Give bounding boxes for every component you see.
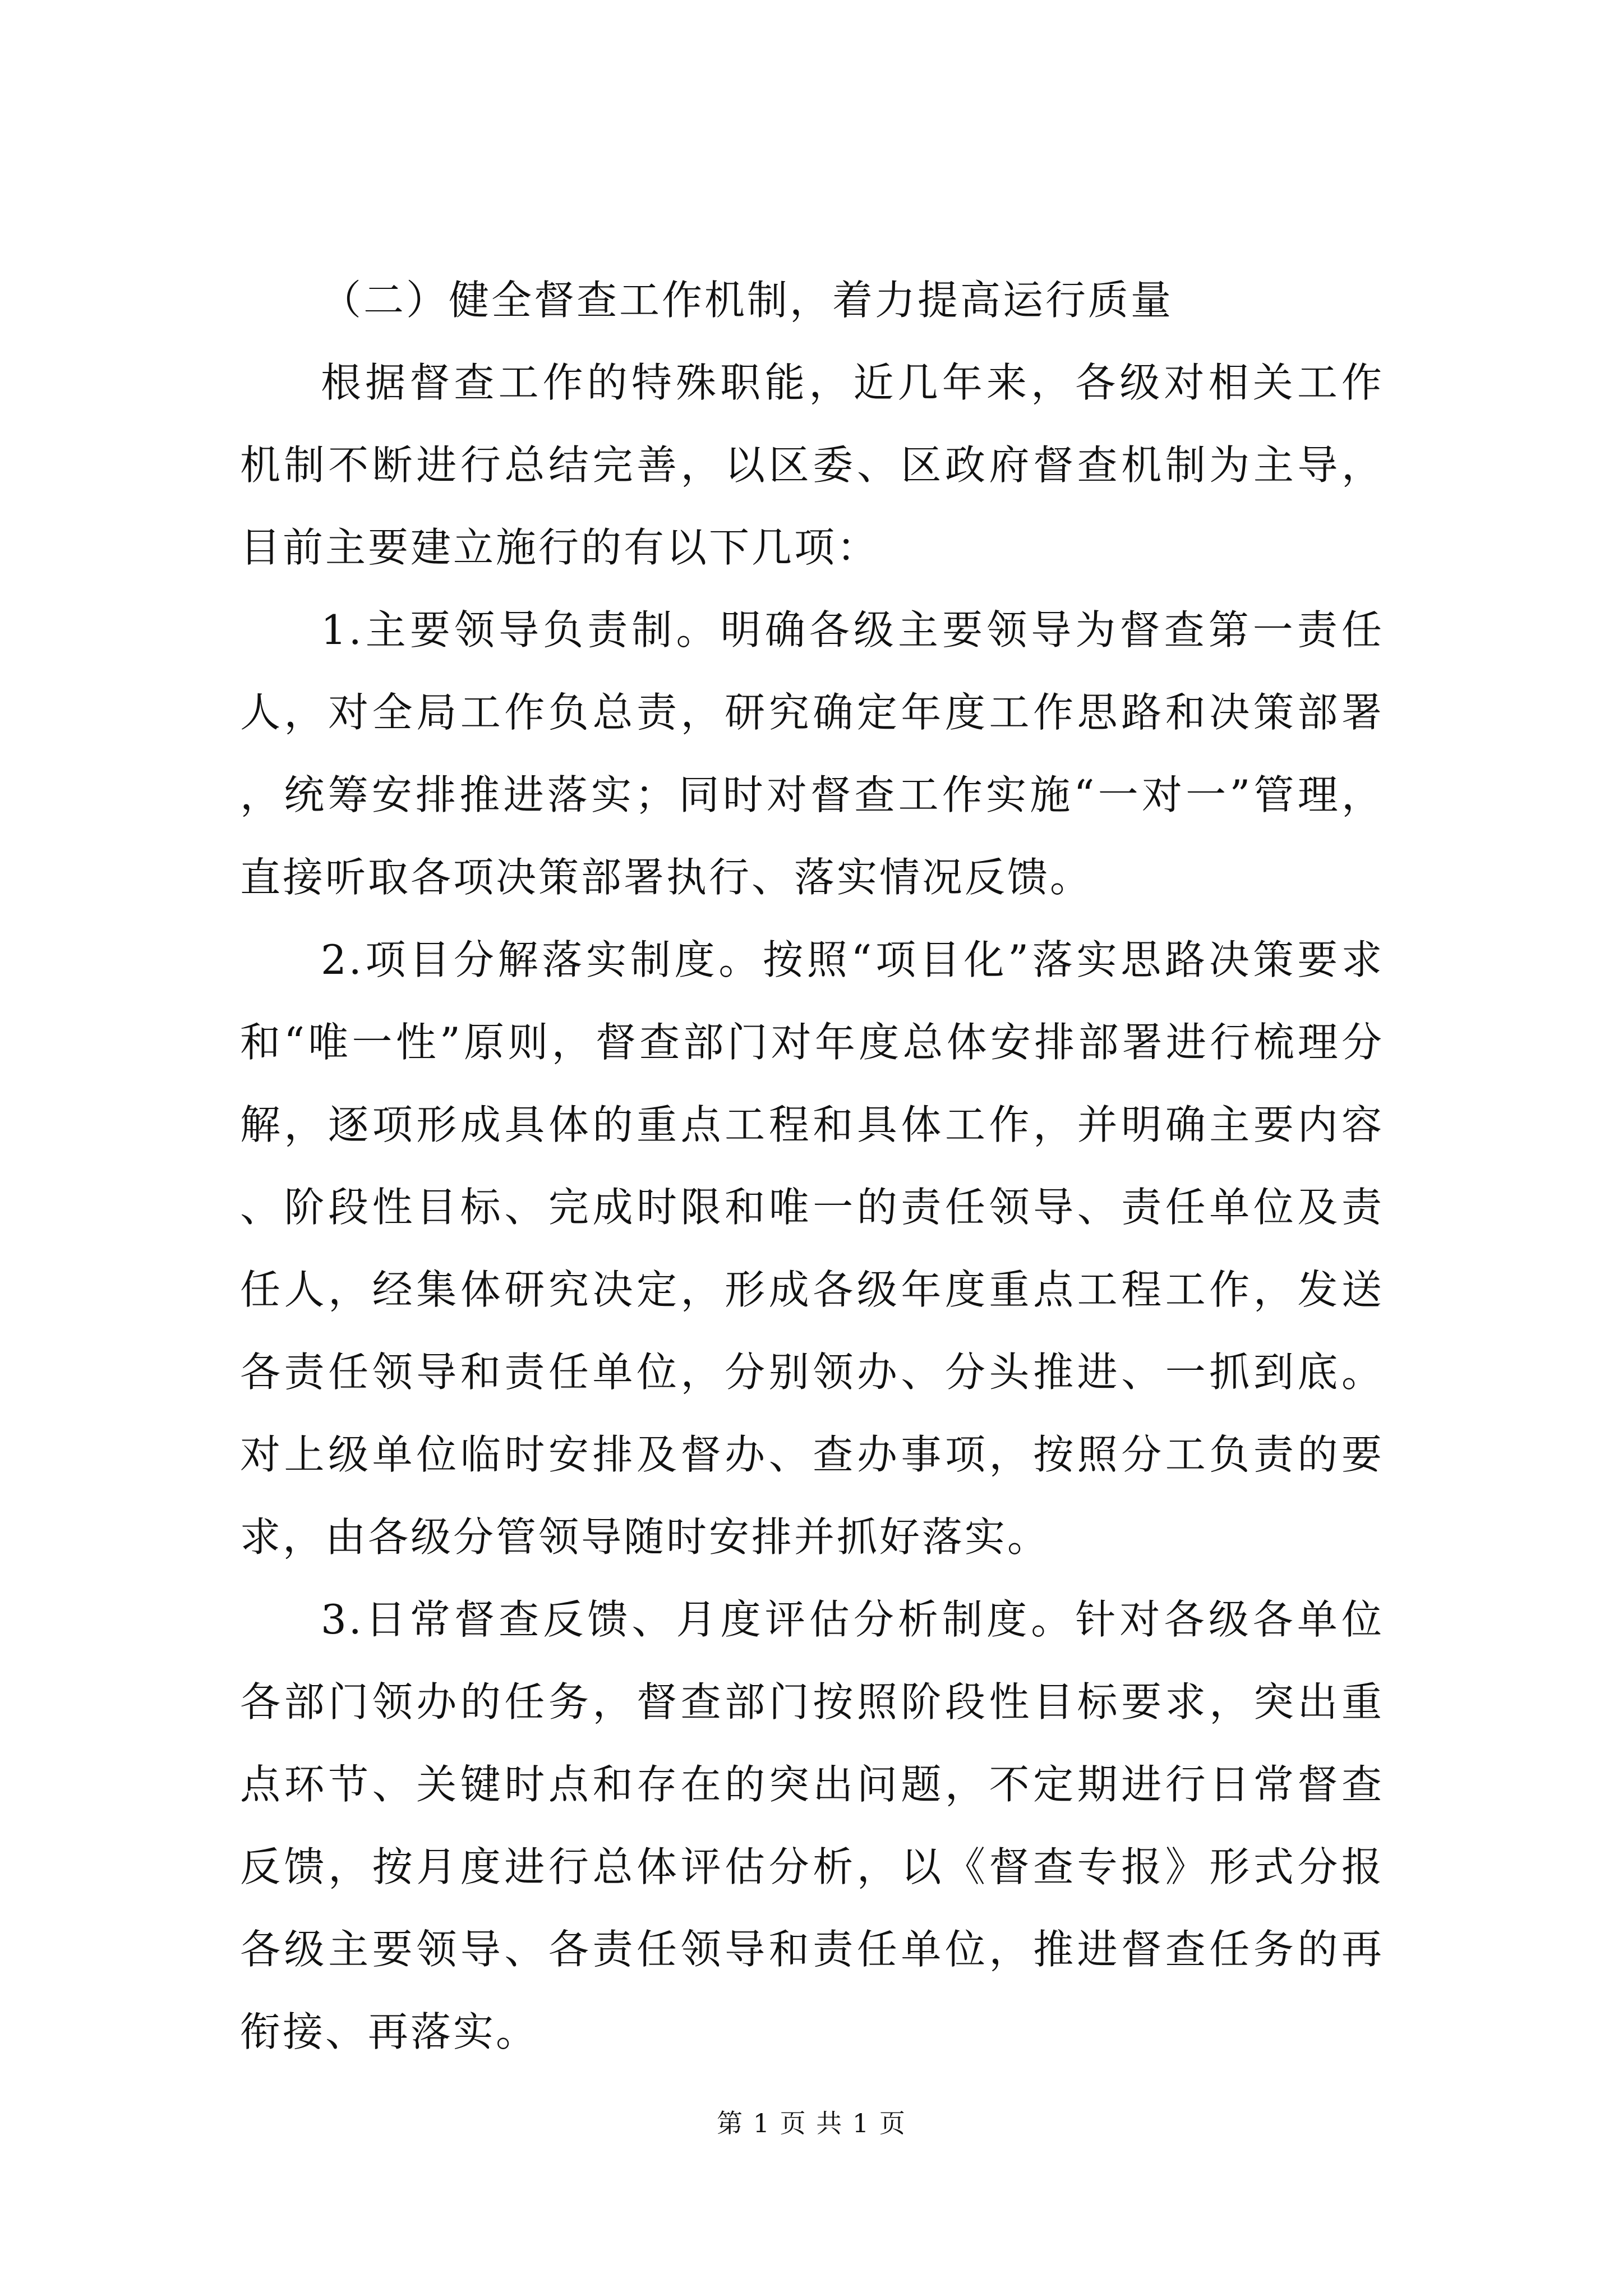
- body-paragraph-intro: 根据督查工作的特殊职能，近几年来，各级对相关工作机制不断进行总结完善，以区委、区政府督查机制为主导，目前主要建立施行的有以下几项：: [240, 359, 1384, 571]
- body-paragraph-item-1: 1.主要领导负责制。明确各级主要领导为督查第一责任人，对全局工作负总责，研究确定年度工作思路和决策部署，统筹安排推进落实；同时对督查工作实施“一对一”管理，直接听取各项决策部署执行、落实情况反馈。: [240, 606, 1384, 901]
- page-number-footer: 第 1 页 共 1 页: [717, 2108, 906, 2138]
- section-heading: （二）健全督查工作机制，着力提高运行质量: [321, 277, 1174, 324]
- body-paragraph-item-3: 3.日常督查反馈、月度评估分析制度。针对各级各单位各部门领办的任务，督查部门按照阶段性目标要求，突出重点环节、关键时点和存在的突出问题，不定期进行日常督查反馈，按月度进行总体评估分析，以《督查专报》形式分报各级主要领导、各责任领导和责任单位，推进督查任务的再衔接、再落实。: [240, 1596, 1384, 2055]
- body-paragraph-item-2: 2.项目分解落实制度。按照“项目化”落实思路决策要求和“唯一性”原则，督查部门对年度总体安排部署进行梳理分解，逐项形成具体的重点工程和具体工作，并明确主要内容、阶段性目标、完成时限和唯一的责任领导、责任单位及责任人，经集体研究决定，形成各级年度重点工程工作，发送各责任领导和责任单位，分别领办、分头推进、一抓到底。对上级单位临时安排及督办、查办事项，按照分工负责的要求，由各级分管领导随时安排并抓好落实。: [240, 936, 1384, 1561]
- document-body: [240, 259, 1384, 2073]
